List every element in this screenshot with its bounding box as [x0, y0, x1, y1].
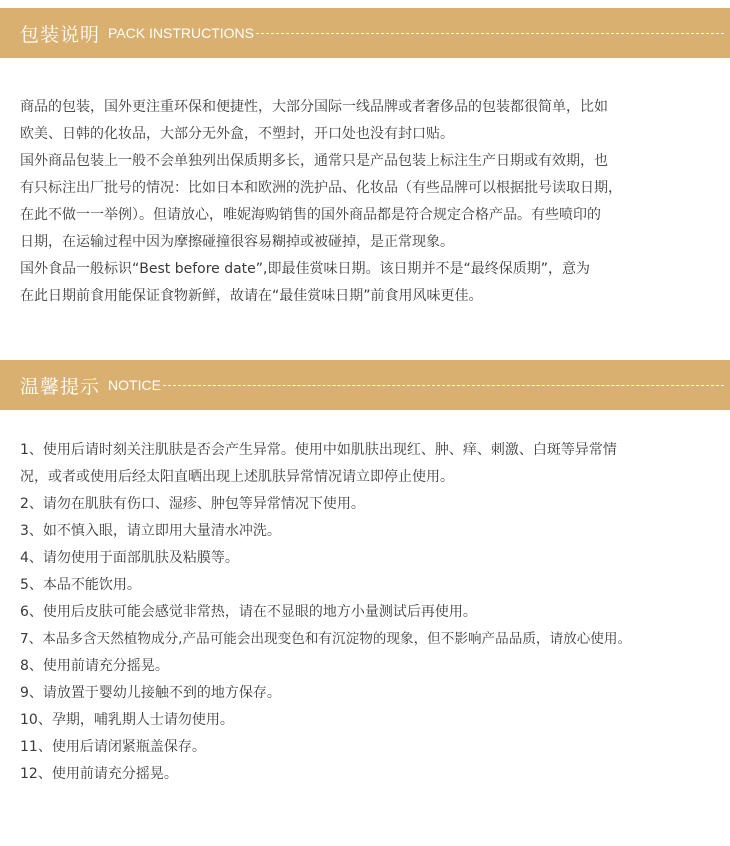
notice-line: 8、使用前请充分摇晃。 — [20, 658, 169, 674]
pack-instructions-body — [20, 94, 720, 310]
pack-line: 在此不做一一举例）。但请放心，唯妮海购销售的国外商品都是符合规定合格产品。有些喷印的 — [20, 207, 601, 223]
notice-line: 11、使用后请闭紧瓶盖保存。 — [20, 739, 206, 755]
notice-header — [0, 360, 730, 410]
notice-line: 7、本品多含天然植物成分,产品可能会出现变色和有沉淀物的现象，但不影响产品品质，请放心使用。 — [20, 631, 632, 647]
notice-line: 5、本品不能饮用。 — [20, 577, 141, 593]
pack-line: 国外食品一般标识“Best before date”,即最佳赏味日期。该日期并不是“最终保质期”，意为 — [20, 261, 590, 277]
notice-line: 6、使用后皮肤可能会感觉非常热，请在不显眼的地方小量测试后再使用。 — [20, 604, 477, 620]
notice-line: 10、孕期，哺乳期人士请勿使用。 — [20, 712, 234, 728]
notice-title-en: NOTICE — [108, 377, 161, 393]
pack-line: 在此日期前食用能保证食物新鲜，故请在“最佳赏味日期”前食用风味更佳。 — [20, 288, 483, 304]
pack-instructions-header — [0, 8, 730, 58]
notice-line: 4、请勿使用于面部肌肤及粘膜等。 — [20, 550, 239, 566]
pack-title-cn: 包装说明 — [20, 23, 101, 46]
notice-line: 况，或者或使用后经太阳直晒出现上述肌肤异常情况请立即停止使用。 — [20, 469, 454, 485]
notice-line: 3、如不慎入眼，请立即用大量清水冲洗。 — [20, 523, 281, 539]
notice-line: 9、请放置于婴幼儿接触不到的地方保存。 — [20, 685, 281, 701]
notice-line: 1、使用后请时刻关注肌肤是否会产生异常。使用中如肌肤出现红、肿、痒、刺激、白斑等异常情 — [20, 442, 617, 458]
pack-title-en: PACK INSTRUCTIONS — [108, 25, 254, 41]
header-dashed-divider — [256, 33, 724, 34]
notice-title-cn: 温馨提示 — [20, 375, 101, 398]
pack-line: 国外商品包装上一般不会单独列出保质期多长，通常只是产品包装上标注生产日期或有效期，也 — [20, 153, 608, 169]
notice-body — [20, 437, 720, 788]
pack-line: 有只标注出厂批号的情况：比如日本和欧洲的洗护品、化妆品（有些品牌可以根据批号读取日期， — [20, 180, 622, 196]
pack-line: 欧美、日韩的化妆品，大部分无外盒，不塑封，开口处也没有封口贴。 — [20, 126, 454, 142]
notice-line: 2、请勿在肌肤有伤口、湿疹、肿包等异常情况下使用。 — [20, 496, 365, 512]
pack-line: 商品的包装，国外更注重环保和便捷性，大部分国际一线品牌或者奢侈品的包装都很简单，比如 — [20, 99, 608, 115]
header-dashed-divider — [163, 385, 724, 386]
pack-line: 日期，在运输过程中因为摩擦碰撞很容易糊掉或被碰掉，是正常现象。 — [20, 234, 454, 250]
notice-line: 12、使用前请充分摇晃。 — [20, 766, 178, 782]
